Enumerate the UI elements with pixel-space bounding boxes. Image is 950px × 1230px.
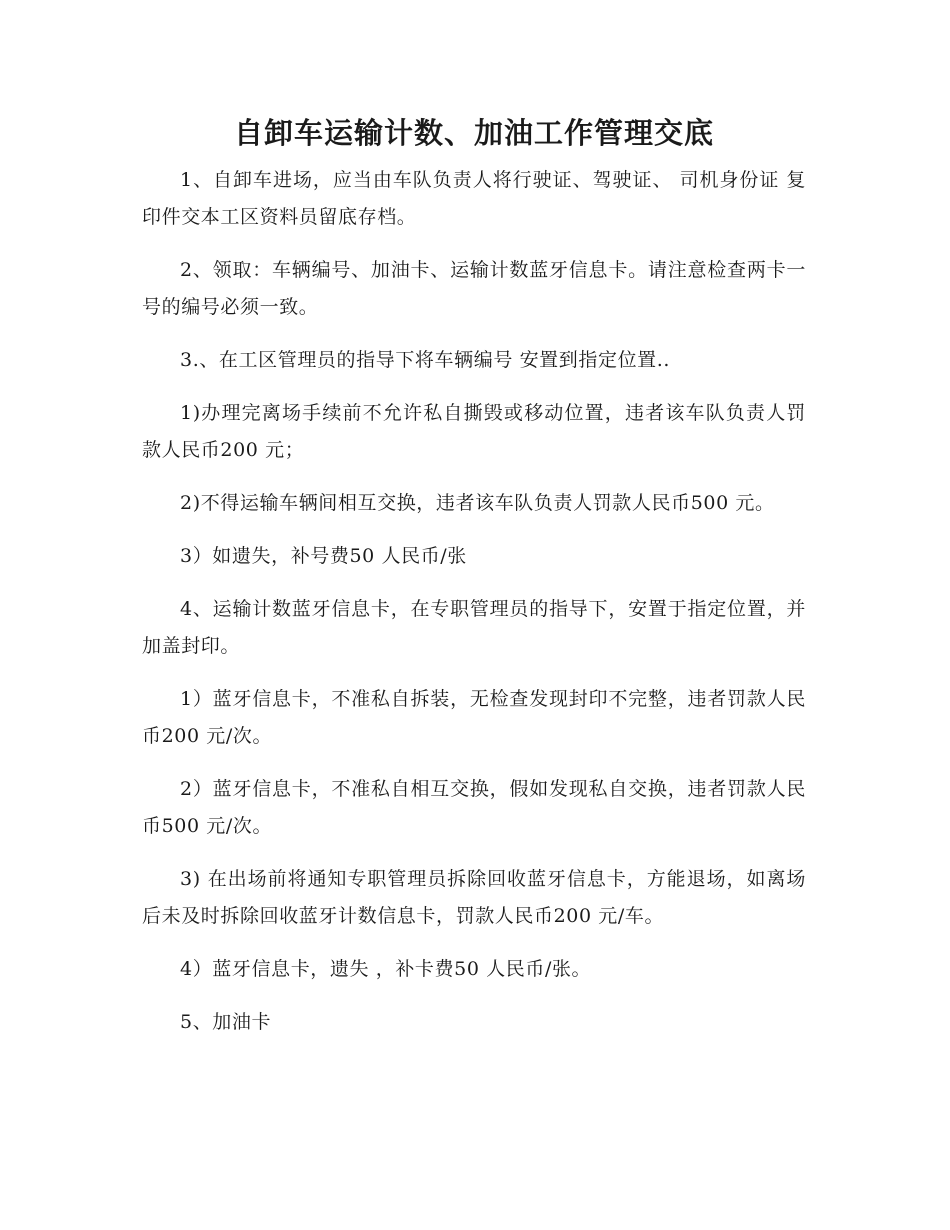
paragraph-3-item-3: 3）如遗失，补号费50 人民币/张 (180, 545, 467, 567)
paragraph-4-item-4: 4）蓝牙信息卡，遗失 ，补卡费50 人民币/张。 (180, 958, 592, 980)
paragraph-2: 2、领取：车辆编号、加油卡、运输计数蓝牙信息卡。请注意检查两卡一号的编号必须一致。 (142, 259, 806, 318)
paragraph-5: 5、加油卡 (180, 1011, 272, 1033)
paragraph-3-item-1: 1)办理完离场手续前不允许私自撕毁或移动位置，违者该车队负责人罚款人民币200 元； (142, 402, 806, 461)
paragraph-3-item-2: 2)不得运输车辆间相互交换，违者该车队负责人罚款人民币500 元。 (180, 492, 775, 514)
paragraph-3: 3.、在工区管理员的指导下将车辆编号 安置到指定位置.. (180, 349, 671, 371)
document-page (142, 112, 806, 1057)
paragraph-4-item-1: 1）蓝牙信息卡，不准私自拆装，无检查发现封印不完整，违者罚款人民币200 元/次。 (142, 688, 806, 747)
document-title: 自卸车运输计数、加油工作管理交底 (233, 116, 714, 150)
paragraph-4: 4、运输计数蓝牙信息卡，在专职管理员的指导下，安置于指定位置，并加盖封印。 (142, 598, 806, 657)
paragraph-4-item-2: 2）蓝牙信息卡，不准私自相互交换，假如发现私自交换，违者罚款人民币500 元/次。 (142, 778, 806, 837)
paragraph-4-item-3: 3) 在出场前将通知专职管理员拆除回收蓝牙信息卡，方能退场，如离场后未及时拆除回收蓝牙计数信息卡，罚款人民币200 元/车。 (142, 868, 806, 927)
paragraph-1: 1、自卸车进场，应当由车队负责人将行驶证、驾驶证、 司机身份证 复印件交本工区资料员留底存档。 (142, 169, 806, 228)
